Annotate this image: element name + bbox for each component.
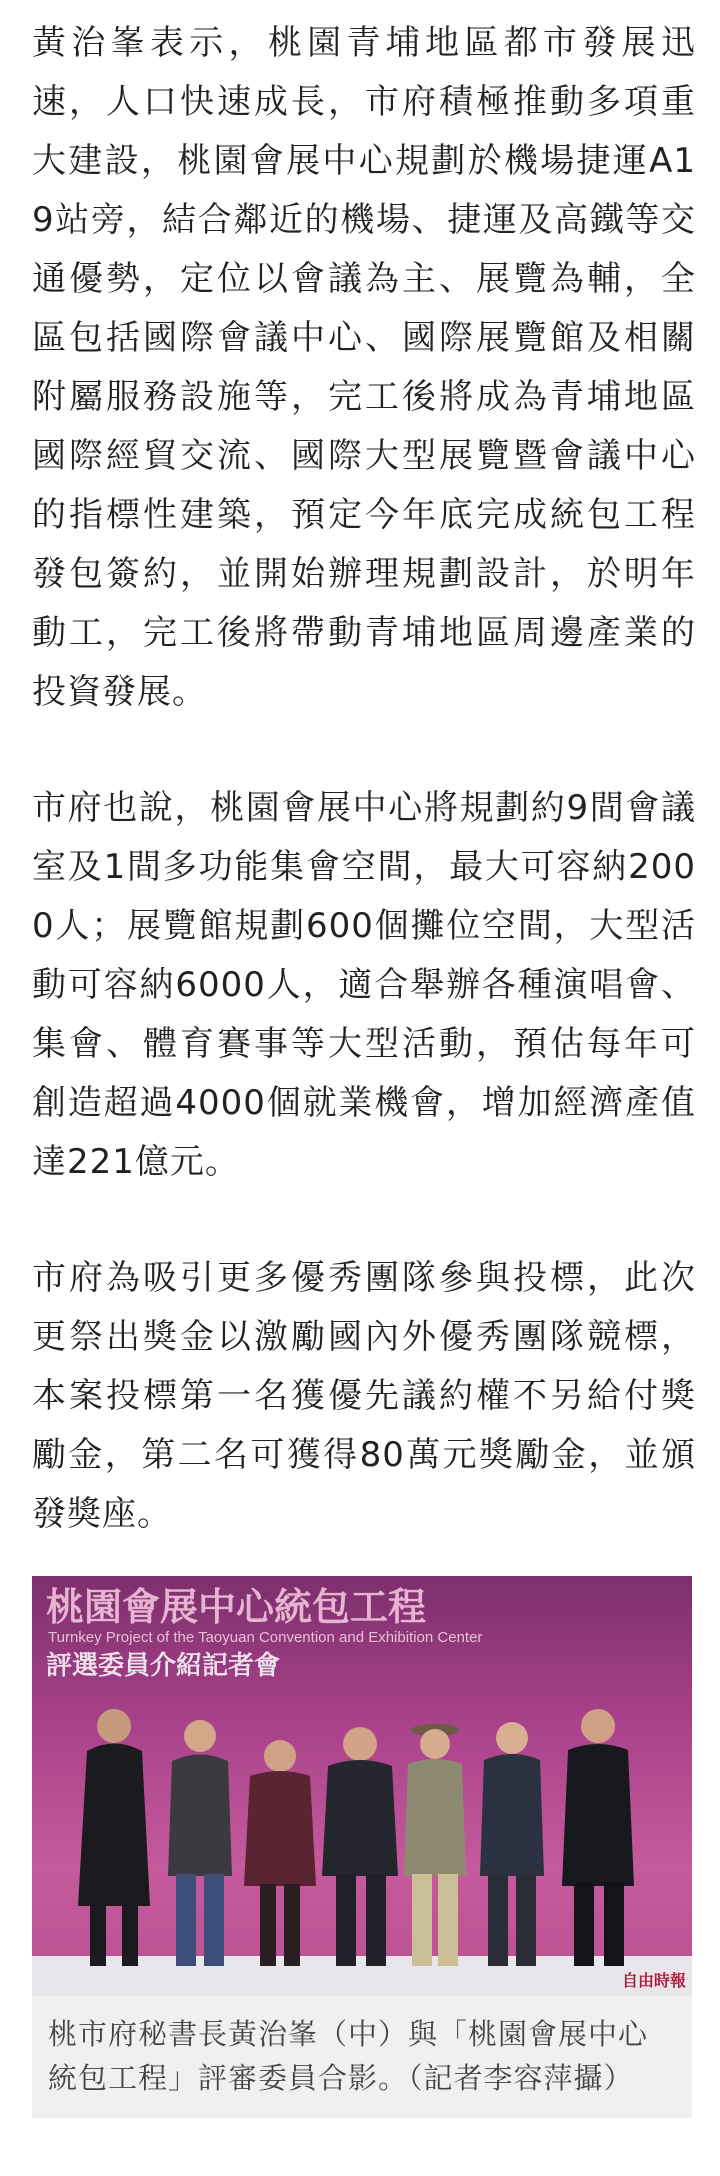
banner-title: 桃園會展中心統包工程 xyxy=(46,1584,427,1629)
banner-subtitle: Turnkey Project of the Taoyuan Convention and Exhibition Center xyxy=(48,1629,483,1646)
article-paragraph: 市府也說，桃園會展中心將規劃約9間會議室及1間多功能集會空間，最大可容納2000人；展覽館規劃600個攤位空間，大型活動可容納6000人，適合舉辦各種演唱會、集會、體育賽事等大型活動，預估每年可創造超過4000個就業機會，增加經濟產值達221億元。 xyxy=(32,788,696,1182)
banner-line2: 評選委員介紹記者會 xyxy=(46,1651,281,1681)
news-photo[interactable] xyxy=(32,1576,692,1996)
article-paragraph: 市府為吸引更多優秀團隊參與投標，此次更祭出獎金以激勵國內外優秀團隊競標，本案投標第一名獲優先議約權不另給付獎勵金，第二名可獲得80萬元獎勵金，並頒發獎座。 xyxy=(32,1258,696,1534)
article-body xyxy=(32,14,696,1544)
group-photo-illustration xyxy=(32,1576,692,1996)
photo-caption: 桃市府秘書長黃治峯（中）與「桃園會展中心統包工程」評審委員合影。（記者李容萍攝） xyxy=(32,1996,692,2118)
news-photo-figure xyxy=(32,1576,692,2118)
photo-watermark: 自由時報 xyxy=(622,1971,687,1990)
article-paragraph: 黃治峯表示，桃園青埔地區都市發展迅速，人口快速成長，市府積極推動多項重大建設，桃園會展中心規劃於機場捷運A19站旁，結合鄰近的機場、捷運及高鐵等交通優勢，定位以會議為主、展覽為輔，全區包括國際會議中心、國際展覽館及相關附屬服務設施等，完工後將成為青埔地區國際經貿交流、國際大型展覽暨會議中心的指標性建築，預定今年底完成統包工程發包簽約，並開始辦理規劃設計，於明年動工，完工後將帶動青埔地區周邊產業的投資發展。 xyxy=(32,23,696,712)
